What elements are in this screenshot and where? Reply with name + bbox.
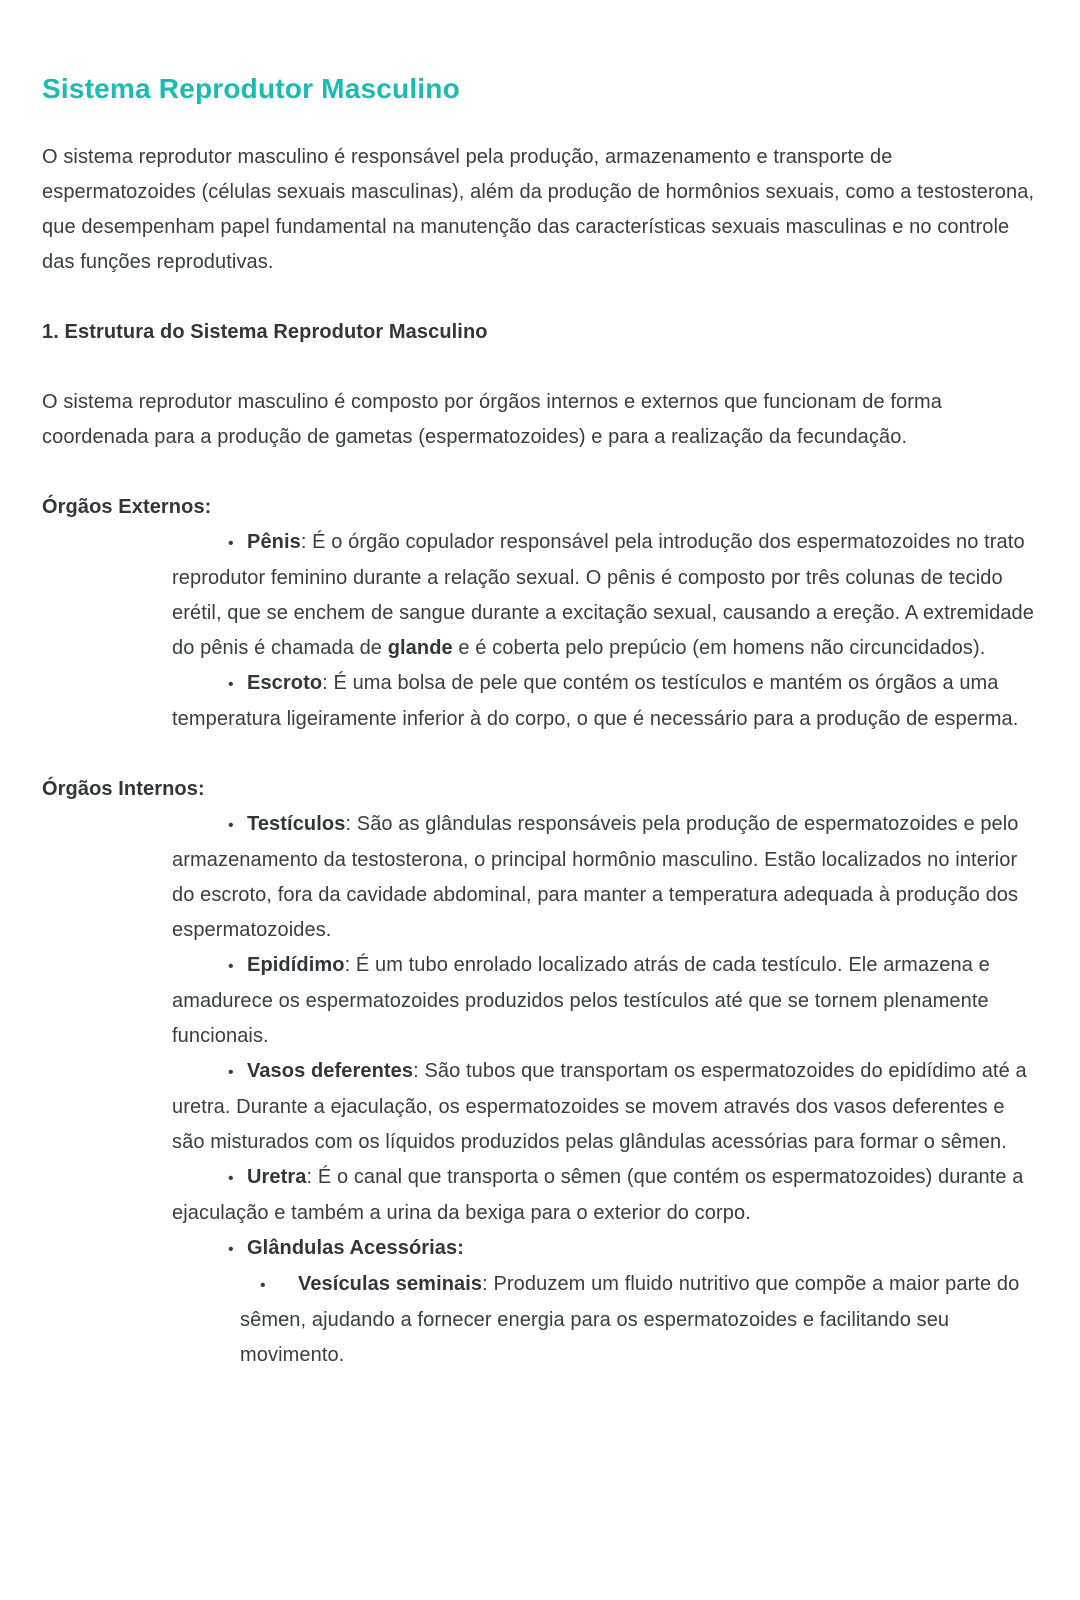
bullet-dot-icon: •: [228, 817, 234, 834]
bold-term: glande: [387, 637, 453, 659]
bullet-dot-icon: •: [228, 535, 234, 552]
text-run: : É o órgão copulador responsável pela introdução dos espermatozoides no trato reprodutor feminino durante a relação sexual. O pênis é composto por três colunas de tecido erétil, que se enchem de sangue durante a excitação sexual, causando a ereção. A extremidade do pênis é chamada de: [172, 531, 1034, 659]
bullet-item: [42, 1160, 1038, 1231]
text-run: : São as glândulas responsáveis pela produção de espermatozoides e pelo armazenamento da testosterona, o principal hormônio masculino. Estão localizados no interior do escroto, fora da cavidade abdominal, para manter a temperatura adequada à produção dos espermatozoides.: [172, 813, 1019, 941]
bullet-dot-icon: •: [228, 1064, 234, 1081]
bold-term: Epidídimo: [247, 954, 345, 976]
document-page: [0, 73, 1080, 1373]
text-run: : Produzem um fluido nutritivo que compõe a maior parte do sêmen, ajudando a fornecer energia para os espermatozoides e facilitando seu movimento.: [240, 1273, 1020, 1366]
bullet-dot-icon: •: [228, 676, 234, 693]
bold-term: Vasos deferentes: [247, 1060, 414, 1082]
bullet-dot-icon: •: [228, 1170, 234, 1187]
page-title: Sistema Reprodutor Masculino: [42, 73, 460, 104]
bullet-item: [42, 525, 1038, 666]
bullet-item: [42, 807, 1038, 948]
bullet-dot-icon: •: [228, 1241, 234, 1258]
bold-term: Uretra: [247, 1166, 307, 1188]
document-body: [42, 140, 1038, 1373]
bullet-item: [42, 666, 1038, 737]
text-run: O sistema reprodutor masculino é responsável pela produção, armazenamento e transporte de espermatozoides (células sexuais masculinas), além da produção de hormônios sexuais, como a testosterona, que desempenham papel fundamental na manutenção das características sexuais masculinas e no controle das funções reprodutivas.: [42, 146, 1035, 273]
bullet-item: [42, 1231, 1038, 1267]
text-run: : São tubos que transportam os espermatozoides do epidídimo até a uretra. Durante a ejaculação, os espermatozoides se movem através dos vasos deferentes e são misturados com os líquidos produzidos pelas glândulas acessórias para formar o sêmen.: [172, 1060, 1027, 1153]
bold-term: 1. Estrutura do Sistema Reprodutor Masculino: [42, 321, 488, 343]
section-heading: [42, 772, 1038, 807]
paragraph: [42, 385, 1038, 455]
bold-term: Glândulas Acessórias:: [247, 1237, 465, 1259]
bold-term: Órgãos Externos:: [42, 496, 212, 518]
bullet-item: [42, 948, 1038, 1054]
bullet-item: [42, 1054, 1038, 1160]
text-run: : É o canal que transporta o sêmen (que contém os espermatozoides) durante a ejaculação e também a urina da bexiga para o exterior do corpo.: [172, 1166, 1024, 1224]
section-heading: [42, 315, 1038, 350]
bold-term: Pênis: [247, 531, 301, 553]
bold-term: Testículos: [247, 813, 346, 835]
text-run: O sistema reprodutor masculino é composto por órgãos internos e externos que funcionam de forma coordenada para a produção de gametas (espermatozoides) e para a realização da fecundação.: [42, 391, 942, 448]
bullet-dot-icon: •: [228, 958, 234, 975]
bold-term: Órgãos Internos:: [42, 778, 205, 800]
bold-term: Vesículas seminais: [298, 1273, 483, 1295]
text-run: : É uma bolsa de pele que contém os testículos e mantém os órgãos a uma temperatura ligeiramente inferior à do corpo, o que é necessário para a produção de esperma.: [172, 672, 1019, 730]
section-heading: [42, 490, 1038, 525]
text-run: : É um tubo enrolado localizado atrás de cada testículo. Ele armazena e amadurece os espermatozoides produzidos pelos testículos até que se tornem plenamente funcionais.: [172, 954, 990, 1047]
text-run: e é coberta pelo prepúcio (em homens não circuncidados).: [452, 637, 986, 659]
bullet-dot-icon: •: [260, 1277, 266, 1294]
paragraph: [42, 140, 1038, 280]
bold-term: Escroto: [247, 672, 323, 694]
bullet-item-nested: [42, 1267, 1038, 1373]
